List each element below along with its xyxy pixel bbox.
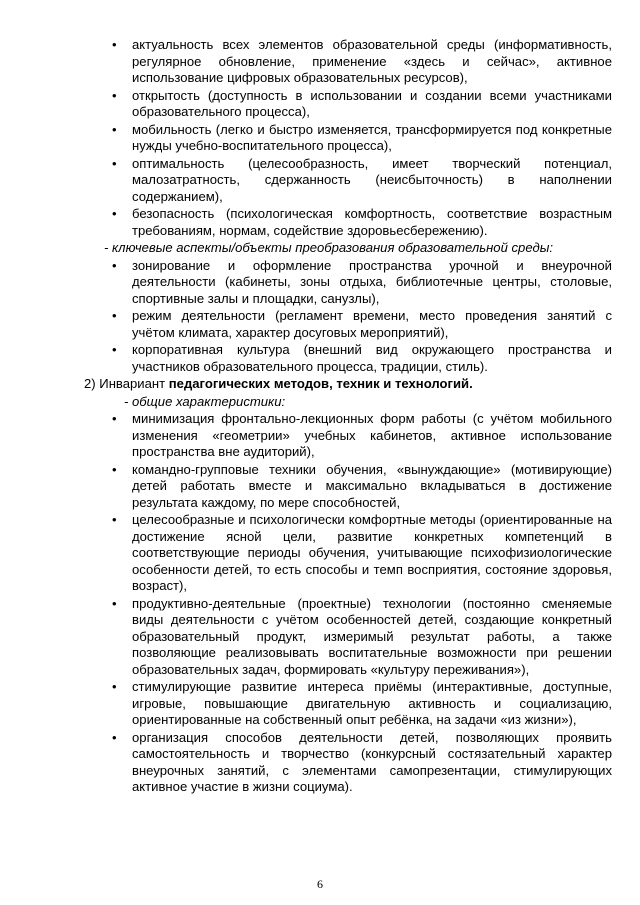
list-item: • актуальность всех элементов образовательной среды (информативность, регулярное обновление, применение «здесь и сейчас», активное использование цифровых образовательных ресурсов), bbox=[112, 37, 612, 87]
page-number: 6 bbox=[317, 877, 323, 891]
key-aspects-label: - ключевые аспекты/объекты преобразования образовательной среды: bbox=[104, 240, 553, 255]
list-item: • минимизация фронтально-лекционных форм работы (с учётом мобильного изменения «геометрии» учебных кабинетов, активное использование пространства вне аудиторий), bbox=[112, 411, 612, 461]
list-item: • режим деятельности (регламент времени, место проведения занятий с учётом климата, характер досуговых мероприятий), bbox=[112, 308, 612, 341]
invariant-heading-bold: педагогических методов, техник и технологий. bbox=[168, 376, 473, 391]
list-item: • безопасность (психологическая комфортность, соответствие возрастным требованиям, нормам, содействие здоровьесбережению). bbox=[112, 206, 612, 239]
list-item: • целесообразные и психологически комфортные методы (ориентированные на достижение ясной цели, развитие конкретных компетенций в соответствующие периоды обучения, учитывающие психофизиологические особенности детей, то есть способы и темп восприятия, состояние здоровья, возраст), bbox=[112, 512, 612, 595]
environment-properties-list bbox=[112, 37, 612, 239]
key-aspects-list bbox=[112, 258, 612, 376]
list-item: • корпоративная культура (внешний вид окружающего пространства и участников образовательного процесса, традиции, стиль). bbox=[112, 342, 612, 375]
list-item: • мобильность (легко и быстро изменяется, трансформируется под конкретные нужды учебно-воспитательного процесса), bbox=[112, 122, 612, 155]
page-body bbox=[84, 37, 612, 797]
list-item: • организация способов деятельности детей, позволяющих проявить самостоятельность и творчество (конкурсный состязательный характер внеурочных занятий, с элементами самопрезентации, стимулирующих активное участие в жизни социума). bbox=[112, 730, 612, 796]
list-item: • стимулирующие развитие интереса приёмы (интерактивные, доступные, игровые, повышающие двигательную активность и социализацию, ориентированные на собственный опыт ребёнка, на задачи «из жизни»), bbox=[112, 679, 612, 729]
methods-list bbox=[112, 411, 612, 796]
list-item: • продуктивно-деятельные (проектные) технологии (постоянно сменяемые виды деятельности с учётом особенностей детей, создающие конкретный образовательный продукт, измеримый результат работы, а также позволяющие реализовывать воспитательные возможности при решении образовательных задач, формировать «культуру переживания»), bbox=[112, 596, 612, 679]
general-characteristics-label: - общие характеристики: bbox=[124, 393, 286, 409]
list-item: • открытость (доступность в использовании и создании всеми участниками образовательного процесса), bbox=[112, 88, 612, 121]
list-item: • оптимальность (целесообразность, имеет творческий потенциал, малозатратность, сдержанность (неисбыточность) в наполнении содержанием), bbox=[112, 156, 612, 206]
invariant-heading bbox=[84, 376, 612, 393]
invariant-heading-prefix: 2) Инвариант bbox=[84, 376, 169, 391]
list-item: • командно-групповые техники обучения, «вынуждающие» (мотивирующие) детей работать вместе и максимально вкладываться в достижение результата каждому, по мере способностей, bbox=[112, 462, 612, 512]
list-item: • зонирование и оформление пространства урочной и внеурочной деятельности (кабинеты, зоны отдыха, библиотечные центры, столовые, спортивные залы и площадки, санузлы), bbox=[112, 258, 612, 308]
